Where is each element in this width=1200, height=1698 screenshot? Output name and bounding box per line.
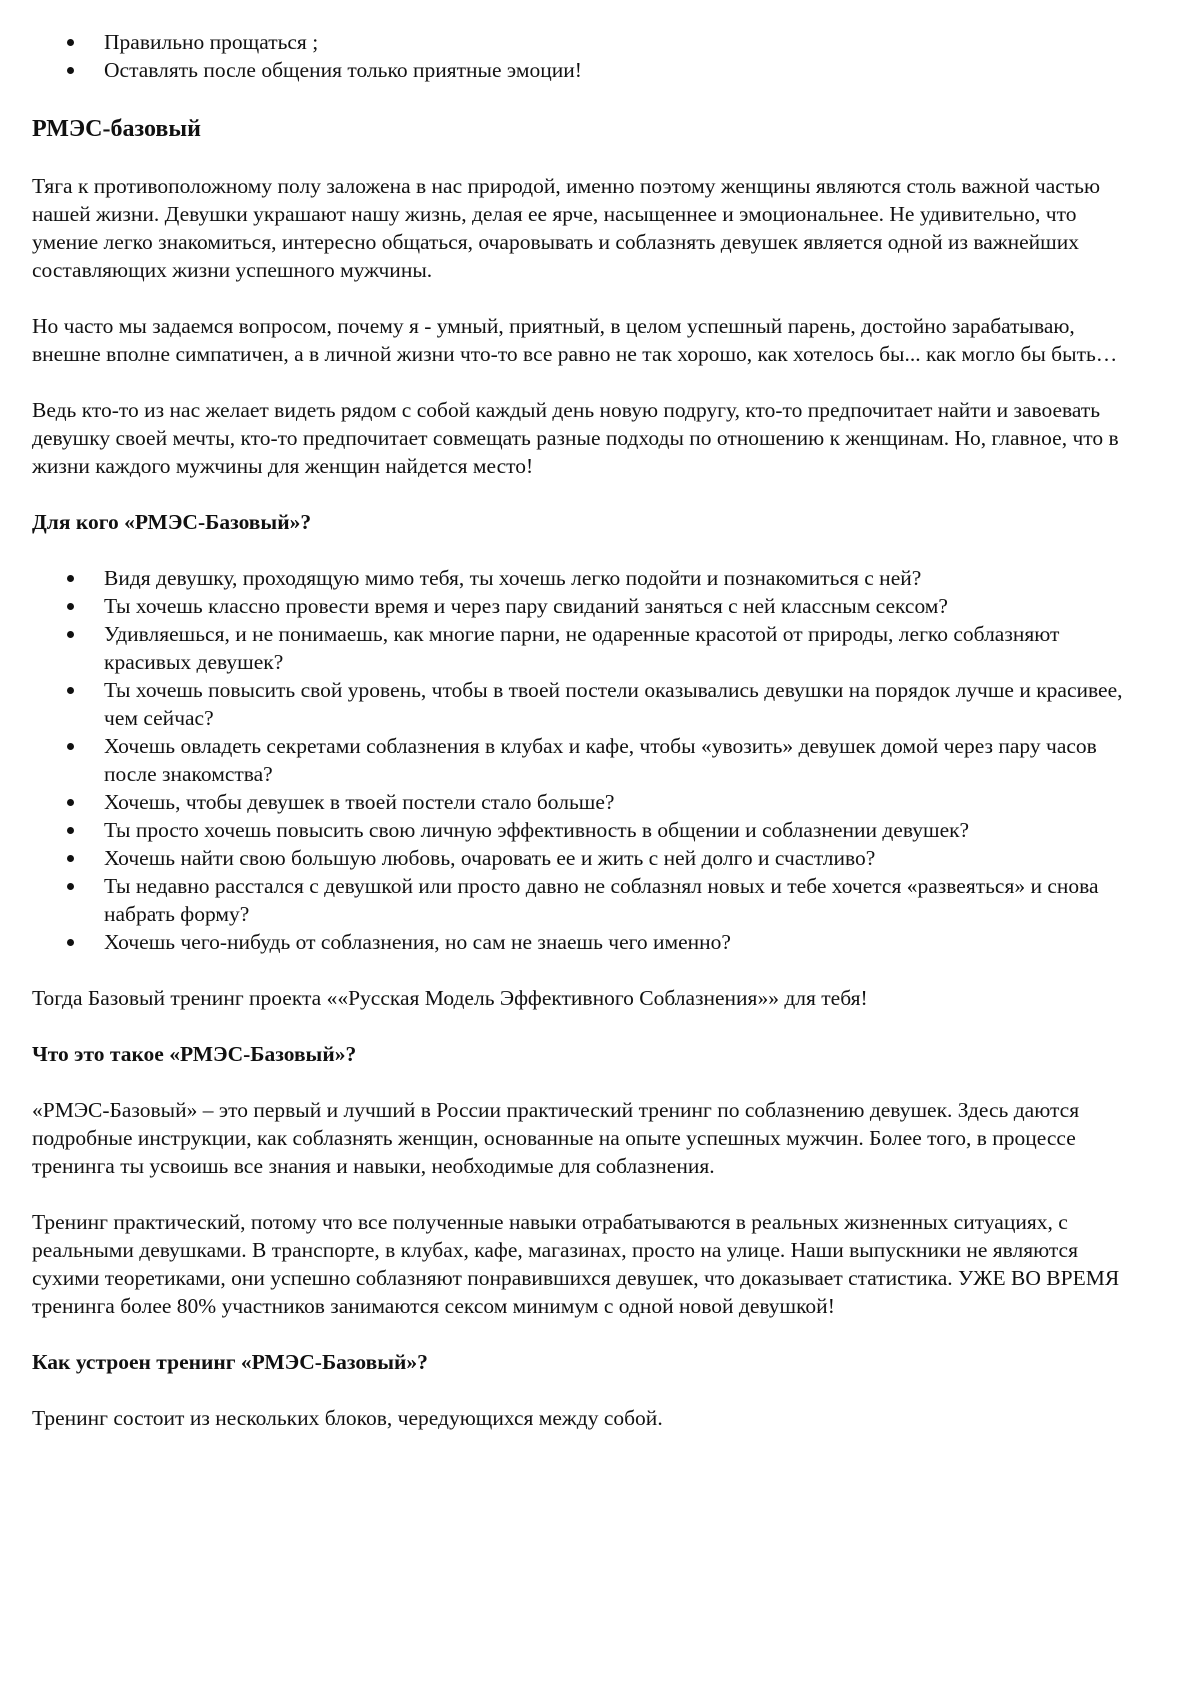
list-item: Удивляешься, и не понимаешь, как многие парни, не одаренные красотой от природы, легко соблазняют красивых девушек?	[32, 620, 1142, 676]
list-item: Хочешь чего-нибудь от соблазнения, но сам не знаешь чего именно?	[32, 928, 1142, 956]
structure-paragraph: Тренинг состоит из нескольких блоков, чередующихся между собой.	[32, 1406, 663, 1430]
section-title: РМЭС-базовый	[32, 116, 201, 142]
list-item: Ты хочешь повысить свой уровень, чтобы в твоей постели оказывались девушки на порядок лучше и красивее, чем сейчас?	[32, 676, 1142, 732]
list-item: Оставлять после общения только приятные эмоции!	[32, 56, 1142, 84]
list-item: Ты хочешь классно провести время и через пару свиданий заняться с ней классным сексом?	[32, 592, 1142, 620]
intro-paragraph: Тяга к противоположному полу заложена в нас природой, именно поэтому женщины являются столь важной частью нашей жизни. Девушки украшают нашу жизнь, делая ее ярче, насыщеннее и эмоциональнее. Не удивительно, что умение легко знакомиться, интересно общаться, очаровывать и соблазнять девушек является одной из важнейших составляющих жизни успешного мужчины.	[32, 174, 1101, 282]
top-bullet-list	[32, 28, 1142, 84]
what-is-paragraph: Тренинг практический, потому что все полученные навыки отрабатываются в реальных жизненных ситуациях, с реальными девушками. В транспорте, в клубах, кафе, магазинах, просто на улице. Наши выпускники не являются сухими теоретиками, они успешно соблазняют понравившихся девушек, что доказывает статистика. УЖЕ ВО ВРЕМЯ тренинга более 80% участников занимаются сексом минимум с одной новой девушкой!	[32, 1210, 1120, 1318]
intro-paragraph: Ведь кто-то из нас желает видеть рядом с собой каждый день новую подругу, кто-то предпочитает найти и завоевать девушку своей мечты, кто-то предпочитает совмещать разные подходы по отношению к женщинам. Но, главное, что в жизни каждого мужчины для женщин найдется место!	[32, 398, 1119, 478]
list-item: Ты недавно расстался с девушкой или просто давно не соблазнял новых и тебе хочется «развеяться» и снова набрать форму?	[32, 872, 1142, 928]
document-content	[32, 28, 1142, 1432]
structure-heading: Как устроен тренинг «РМЭС-Базовый»?	[32, 1350, 428, 1374]
for-whom-list	[32, 564, 1142, 956]
list-item: Хочешь, чтобы девушек в твоей постели стало больше?	[32, 788, 1142, 816]
for-whom-heading: Для кого «РМЭС-Базовый»?	[32, 510, 312, 534]
what-is-heading: Что это такое «РМЭС-Базовый»?	[32, 1042, 357, 1066]
list-item: Правильно прощаться ;	[32, 28, 1142, 56]
for-whom-conclusion: Тогда Базовый тренинг проекта ««Русская Модель Эффективного Соблазнения»» для тебя!	[32, 986, 868, 1010]
list-item: Хочешь найти свою большую любовь, очаровать ее и жить с ней долго и счастливо?	[32, 844, 1142, 872]
list-item: Видя девушку, проходящую мимо тебя, ты хочешь легко подойти и познакомиться с ней?	[32, 564, 1142, 592]
list-item: Хочешь овладеть секретами соблазнения в клубах и кафе, чтобы «увозить» девушек домой через пару часов после знакомства?	[32, 732, 1142, 788]
list-item: Ты просто хочешь повысить свою личную эффективность в общении и соблазнении девушек?	[32, 816, 1142, 844]
what-is-paragraph: «РМЭС-Базовый» – это первый и лучший в России практический тренинг по соблазнению девушек. Здесь даются подробные инструкции, как соблазнять женщин, основанные на опыте успешных мужчин. Более того, в процессе тренинга ты усвоишь все знания и навыки, необходимые для соблазнения.	[32, 1098, 1080, 1178]
intro-paragraph: Но часто мы задаемся вопросом, почему я - умный, приятный, в целом успешный парень, достойно зарабатываю, внешне вполне симпатичен, а в личной жизни что-то все равно не так хорошо, как хотелось бы... как могло бы быть…	[32, 314, 1118, 366]
